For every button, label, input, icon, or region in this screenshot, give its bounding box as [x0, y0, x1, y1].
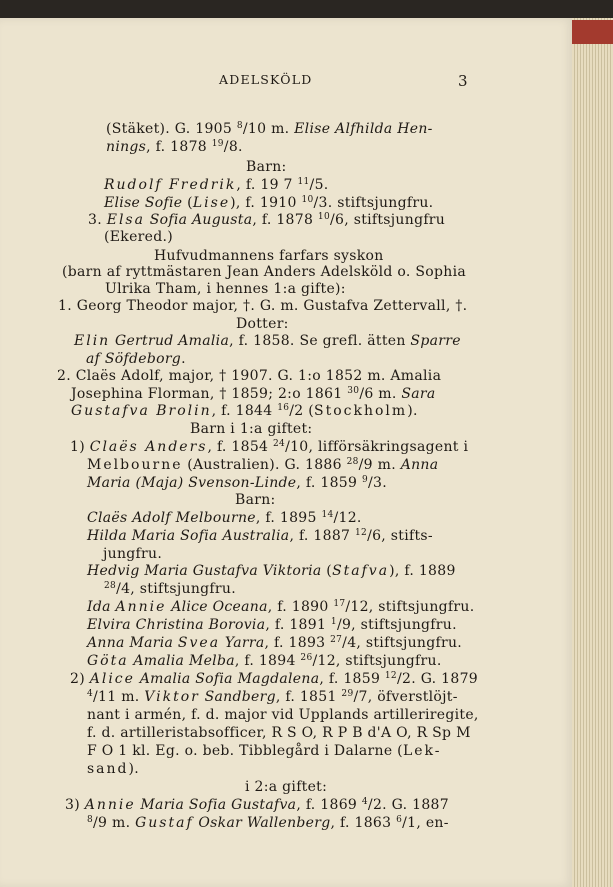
superscript: 30 [347, 386, 360, 396]
superscript: 8 [87, 815, 94, 825]
text-line [87, 689, 458, 705]
text-run: , f. 1894 [234, 653, 301, 669]
text-line [87, 635, 462, 651]
text-run: Ida [87, 599, 111, 615]
page-number: 3 [458, 72, 468, 90]
text-line [70, 439, 468, 455]
text-line [62, 264, 466, 280]
text-run: /7, öfverstlöjt- [353, 689, 458, 705]
text-line [235, 492, 276, 508]
superscript: 9 [361, 475, 368, 485]
text-run: /4, stiftsjungfru. [342, 635, 463, 651]
text-line [57, 368, 441, 384]
text-line [190, 421, 312, 437]
text-line [106, 121, 433, 137]
superscript: 28 [346, 457, 359, 467]
text-run: /2 ( [289, 403, 315, 419]
text-line [86, 351, 186, 367]
text-line [154, 248, 384, 264]
text-run: nings [106, 139, 147, 155]
text-line [87, 653, 442, 669]
text-line [70, 671, 478, 687]
text-run: Hilda Maria Sofia Australia [87, 528, 290, 544]
text-run: Sparre [410, 333, 461, 349]
text-run: Amalia Melba [133, 653, 235, 669]
text-line [87, 725, 471, 741]
text-run: Maria Sofia Gustafva [140, 797, 297, 813]
text-run: , f. 1878 [252, 212, 318, 228]
text-run: , f. 1878 [146, 139, 212, 155]
text-line [87, 457, 438, 473]
text-run: F O 1 kl. Eg. o. beb. Tibblegård i Dalarne ( [87, 743, 403, 759]
text-run: /9 m. [93, 815, 136, 831]
text-run: Dotter: [236, 316, 289, 332]
text-run: , f. 1895 [255, 510, 322, 526]
text-run: nant i armén, f. d. major vid Upplands artilleriregite, [87, 707, 479, 723]
text-run: , f. 1893 [264, 635, 331, 651]
text-run: Melbourne [87, 457, 183, 473]
superscript: 6 [396, 815, 403, 825]
superscript: 11 [297, 177, 310, 187]
text-line [104, 195, 433, 211]
text-line [87, 599, 474, 615]
superscript: 19 [211, 139, 224, 149]
text-line [87, 528, 433, 544]
text-run: Elise Sofie [104, 195, 183, 211]
superscript: 29 [341, 689, 354, 699]
text-line [105, 281, 346, 297]
text-run: Barn: [235, 492, 276, 508]
text-run: Rudolf Fredrik [104, 177, 237, 193]
text-run: , f. 1890 [267, 599, 334, 615]
text-run: /4, stiftsjungfru. [116, 581, 236, 597]
text-run: ). [128, 761, 140, 777]
text-run: 2. Claës Adolf, major, † 1907. G. 1:o 1852 m. Amalia [57, 368, 442, 384]
text-run: i 2:a giftet: [245, 779, 328, 795]
text-run: /9, stiftsjungfru. [336, 617, 457, 633]
text-run: , f. 1863 [330, 815, 397, 831]
text-line [87, 510, 362, 526]
text-line [87, 475, 387, 491]
text-run: /12, stiftsjungfru. [345, 599, 475, 615]
text-run: 1. Georg Theodor major, †. G. m. Gustafva Zettervall, †. [58, 298, 468, 314]
text-run: jungfru. [103, 546, 163, 562]
page-edges [572, 18, 613, 887]
text-line [245, 779, 327, 795]
text-line [236, 316, 289, 332]
text-run: Alice Oceana [171, 599, 268, 615]
text-run: Claës Anders [89, 439, 208, 455]
text-run: /10 m. [242, 121, 295, 137]
text-line [104, 229, 173, 245]
text-run: /9 m. [358, 457, 401, 473]
text-run: Viktor [144, 689, 200, 705]
text-run: ( [182, 195, 193, 211]
text-run: Hufvudmannens farfars syskon [154, 248, 384, 264]
text-run: Gustafva Brolin [71, 403, 212, 419]
text-run: Annie [115, 599, 167, 615]
text-run: Barn: [246, 159, 287, 175]
text-run: Hedvig Maria Gustafva Viktoria [87, 563, 322, 579]
text-run: Maria (Maja) Svenson-Linde [87, 475, 297, 491]
text-run: /1, en- [402, 815, 449, 831]
text-run: /10, lifförsäkringsagent i [285, 439, 469, 455]
text-run: /3. stiftsjungfru. [313, 195, 434, 211]
text-run: ), f. 1889 [389, 563, 456, 579]
text-line [74, 333, 461, 349]
superscript: 14 [321, 510, 334, 520]
text-run: Lek- [402, 743, 442, 759]
text-run: Josephina Florman, † 1859; 2:o 1861 [71, 386, 348, 402]
text-run: Elin [74, 333, 111, 349]
text-run: , f. 1869 [296, 797, 362, 813]
text-line [58, 298, 467, 314]
text-run: (Australien). G. 1886 [182, 457, 347, 473]
text-line [87, 815, 449, 831]
superscript: 1 [330, 617, 337, 627]
text-run: 3) [65, 797, 85, 813]
text-line [65, 797, 449, 813]
text-line [106, 139, 243, 155]
text-run: ), f. 1910 [230, 195, 302, 211]
text-line [246, 159, 287, 175]
text-run: /5. [309, 177, 329, 193]
superscript: 4 [87, 689, 94, 699]
text-run: , f. 1887 [289, 528, 355, 544]
superscript: 28 [104, 581, 117, 591]
text-line [87, 761, 139, 777]
text-run: Lise [192, 195, 231, 211]
text-run: Annie [84, 797, 136, 813]
text-line [71, 386, 436, 402]
text-run: Anna [400, 457, 439, 473]
superscript: 8 [236, 121, 243, 131]
text-run: Sandberg [204, 689, 276, 705]
running-head: ADELSKÖLD [219, 72, 313, 87]
text-run: Sara [401, 386, 436, 402]
text-line [87, 743, 442, 759]
text-line [87, 617, 457, 633]
text-line [88, 212, 445, 228]
text-run: (Stäket). G. 1905 [106, 121, 237, 137]
text-run: /11 m. [93, 689, 145, 705]
text-run: Gustaf [135, 815, 194, 831]
text-run: , f. 19 7 [236, 177, 298, 193]
text-run: , f. 1854 [207, 439, 274, 455]
text-run: Svea [177, 635, 221, 651]
text-run: 1) [70, 439, 90, 455]
text-run: , f. 1858. Se grefl. ätten [229, 333, 411, 349]
text-line [104, 177, 329, 193]
text-line [87, 707, 479, 723]
text-run: Barn i 1:a giftet: [190, 421, 313, 437]
text-run: Amalia Sofia Magdalena [139, 671, 320, 687]
text-run: /2. G. 1879 [396, 671, 479, 687]
text-run: ). [407, 403, 418, 419]
superscript: 12 [384, 671, 397, 681]
superscript: 27 [330, 635, 343, 645]
superscript: 17 [333, 599, 346, 609]
text-run: Göta [87, 653, 129, 669]
text-run: 2) [70, 671, 90, 687]
text-run: /6, stifts- [367, 528, 433, 544]
text-run: f. d. artilleristabsofficer, R S O, R P B d'A O, R Sp M [87, 725, 471, 741]
text-run: af Söfdeborg [86, 351, 182, 367]
text-line [104, 581, 236, 597]
text-run: Elvira Christina Borovia [87, 617, 266, 633]
bookmark-ribbon [572, 20, 613, 44]
text-run: sand [87, 761, 129, 777]
text-line [71, 403, 418, 419]
text-run: /12. [333, 510, 362, 526]
text-run: Oskar Wallenberg [198, 815, 331, 831]
text-run: Elise Alfhilda Hen- [294, 121, 433, 137]
text-run: Yarra [224, 635, 265, 651]
text-run: . [181, 351, 186, 367]
text-run: /6 m. [359, 386, 402, 402]
text-run: , f. 1851 [275, 689, 342, 705]
text-run: Anna Maria [87, 635, 174, 651]
text-line [103, 546, 162, 562]
superscript: 10 [317, 212, 330, 222]
text-run: Claës Adolf Melbourne [87, 510, 256, 526]
text-run: Elsa [106, 212, 145, 228]
superscript: 26 [300, 653, 313, 663]
superscript: 24 [273, 439, 286, 449]
superscript: 16 [277, 403, 290, 413]
text-run: Gertrud Amalia [114, 333, 230, 349]
text-run: , f. 1891 [265, 617, 331, 633]
text-run: , f. 1859 [319, 671, 385, 687]
text-run: , f. 1859 [296, 475, 362, 491]
superscript: 10 [301, 195, 314, 205]
text-run: Sofia Augusta [149, 212, 253, 228]
text-run: /12, stiftsjungfru. [312, 653, 442, 669]
text-run: 3. [88, 212, 107, 228]
text-run: Stafva [332, 563, 390, 579]
superscript: 4 [361, 797, 368, 807]
text-run: (barn af ryttmästaren Jean Anders Adelsköld o. Sophia [62, 264, 467, 280]
text-run: , f. 1844 [211, 403, 278, 419]
text-run: (Ekered.) [104, 229, 174, 245]
text-run: Ulrika Tham, i hennes 1:a gifte): [105, 281, 346, 297]
text-run: Stockholm [314, 403, 408, 419]
text-run: /2. G. 1887 [367, 797, 449, 813]
text-run: /8. [223, 139, 243, 155]
text-run: Alice [89, 671, 135, 687]
text-run: /6, stiftsjungfru [329, 212, 446, 228]
superscript: 12 [355, 528, 368, 538]
text-run: /3. [368, 475, 387, 491]
text-line [87, 563, 456, 579]
text-run: ( [321, 563, 333, 579]
